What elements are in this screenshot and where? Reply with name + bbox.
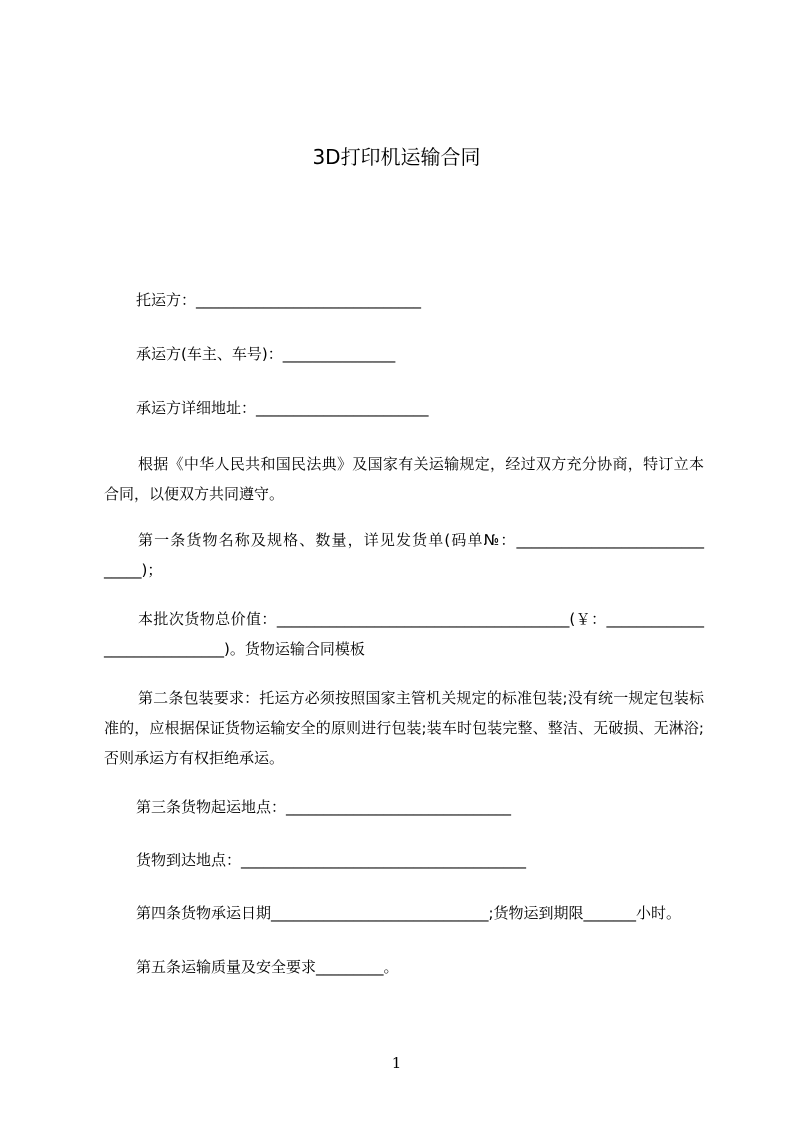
document-title: 3D打印机运输合同 bbox=[312, 145, 481, 169]
carrier-address-line: 承运方详细地址：_______________________ bbox=[136, 399, 429, 417]
article-1-paragraph: 第一条货物名称及规格、数量，详见发货单(码单№：_________________________ _____)； bbox=[104, 531, 704, 579]
shipper-line: 托运方：______________________________ bbox=[136, 291, 422, 309]
article-3-origin-line: 第三条货物起运地点：______________________________ bbox=[136, 798, 512, 816]
total-value-paragraph: 本批次货物总价值：_______________________________________(￥：_____________ ________________)。货物运输合同模板 bbox=[104, 610, 704, 658]
page-number: 1 bbox=[391, 1054, 402, 1072]
carrier-line: 承运方(车主、车号)：_______________ bbox=[136, 345, 396, 363]
article-5-line: 第五条运输质量及安全要求_________。 bbox=[136, 958, 399, 976]
preamble-paragraph: 根据《中华人民共和国民法典》及国家有关运输规定，经过双方充分协商，特订立本合同，以便双方共同遵守。 bbox=[104, 455, 704, 503]
destination-line: 货物到达地点：______________________________________ bbox=[136, 851, 527, 869]
article-4-line: 第四条货物承运日期_____________________________;货物运到期限_______小时。 bbox=[136, 904, 682, 922]
article-2-paragraph: 第二条包装要求：托运方必须按照国家主管机关规定的标准包装;没有统一规定包装标准的，应根据保证货物运输安全的原则进行包装;装车时包装完整、整洁、无破损、无淋浴;否则承运方有权拒绝承运。 bbox=[104, 689, 704, 767]
